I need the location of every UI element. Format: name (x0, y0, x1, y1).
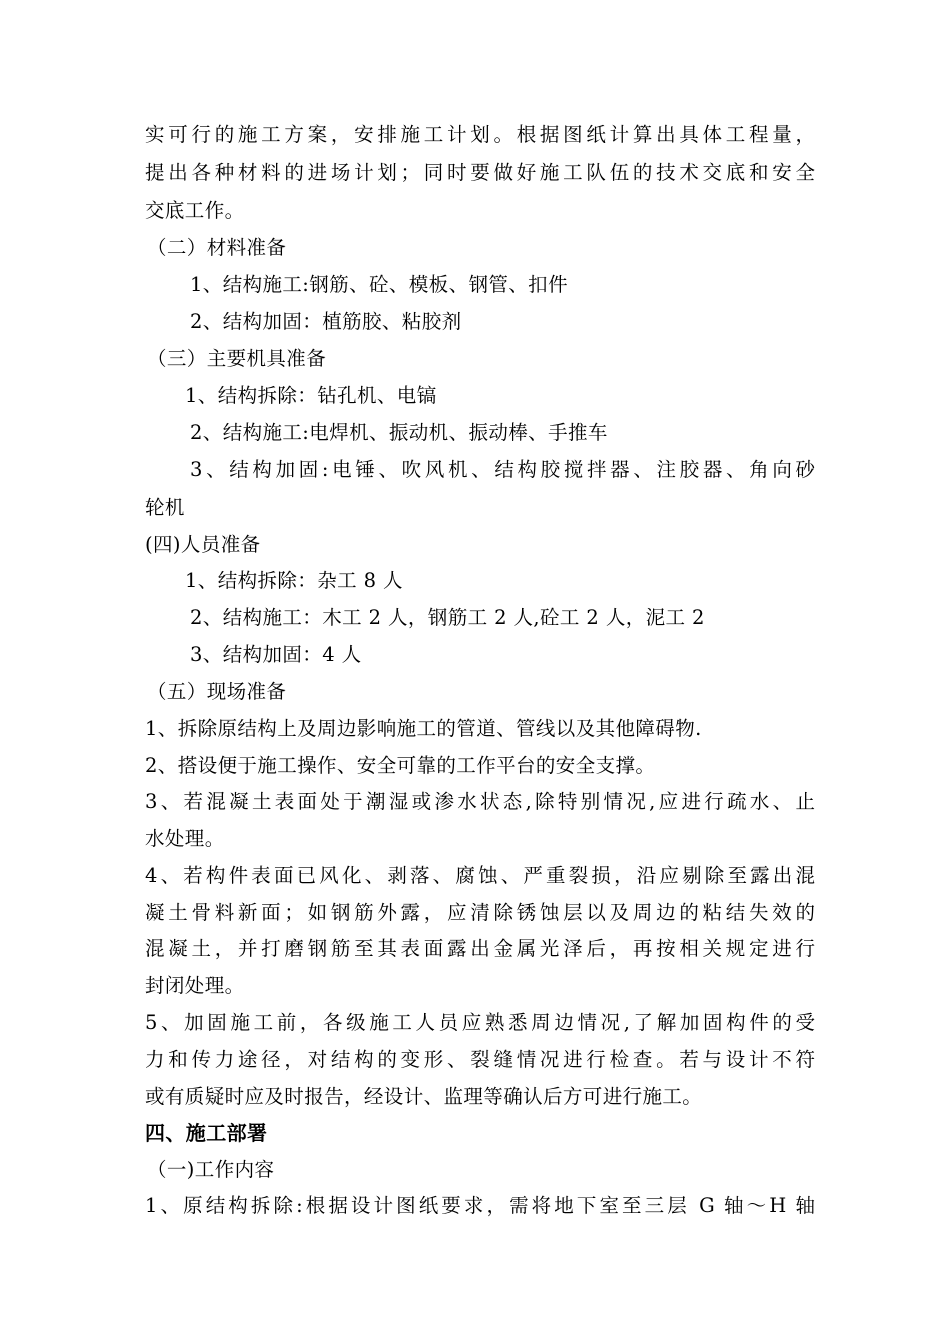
list-item-continuation: 凝土骨料新面；如钢筋外露，应清除锈蚀层以及周边的粘结失效的 (145, 901, 815, 924)
section-subheading: （三）主要机具准备 (147, 347, 327, 370)
paragraph-line: 提出各种材料的进场计划；同时要做好施工队伍的技术交底和安全 (145, 161, 815, 184)
list-item: 1、结构施工:钢筋、砼、模板、钢管、扣件 (190, 273, 568, 296)
section-heading: 四、施工部署 (145, 1121, 268, 1145)
list-item: 3、结构加固:电锤、吹风机、结构胶搅拌器、注胶器、角向砂 (190, 458, 815, 481)
list-item: 3、若混凝土表面处于潮湿或渗水状态,除特别情况,应进行疏水、止 (145, 790, 815, 813)
list-item: 4、若构件表面已风化、剥落、腐蚀、严重裂损，沿应剔除至露出混 (145, 864, 815, 887)
list-item: 5、加固施工前，各级施工人员应熟悉周边情况,了解加固构件的受 (145, 1011, 815, 1034)
list-item-continuation: 封闭处理。 (145, 974, 245, 997)
list-item-continuation: 力和传力途径，对结构的变形、裂缝情况进行检查。若与设计不符 (145, 1048, 815, 1071)
paragraph-line: 交底工作。 (145, 199, 245, 222)
list-item-continuation: 轮机 (145, 496, 185, 519)
list-item-continuation: 水处理。 (145, 827, 225, 850)
list-item: 3、结构加固：4 人 (190, 643, 362, 666)
section-subheading: (四)人员准备 (145, 533, 261, 556)
section-subheading: （五）现场准备 (147, 680, 287, 703)
list-item: 1、拆除原结构上及周边影响施工的管道、管线以及其他障碍物. (145, 717, 702, 740)
section-subheading: （二）材料准备 (147, 236, 287, 259)
list-item-continuation: 或有质疑时应及时报告，经设计、监理等确认后方可进行施工。 (145, 1085, 703, 1108)
list-item-continuation: 混凝土，并打磨钢筋至其表面露出金属光泽后，再按相关规定进行 (145, 937, 815, 960)
list-item: 2、结构加固：植筋胶、粘胶剂 (190, 310, 462, 333)
list-item: 1、结构拆除：钻孔机、电镐 (185, 384, 437, 407)
list-item: 1、结构拆除：杂工 8 人 (185, 569, 403, 592)
section-subheading: （一)工作内容 (147, 1158, 275, 1181)
list-item: 2、搭设便于施工操作、安全可靠的工作平台的安全支撑。 (145, 754, 656, 777)
list-item: 1、原结构拆除:根据设计图纸要求，需将地下室至三层 G 轴～H 轴 (145, 1194, 815, 1217)
list-item: 2、结构施工：木工 2 人，钢筋工 2 人,砼工 2 人，泥工 2 (190, 606, 705, 629)
list-item: 2、结构施工:电焊机、振动机、振动棒、手推车 (190, 421, 608, 444)
paragraph-line: 实可行的施工方案，安排施工计划。根据图纸计算出具体工程量， (145, 123, 815, 146)
